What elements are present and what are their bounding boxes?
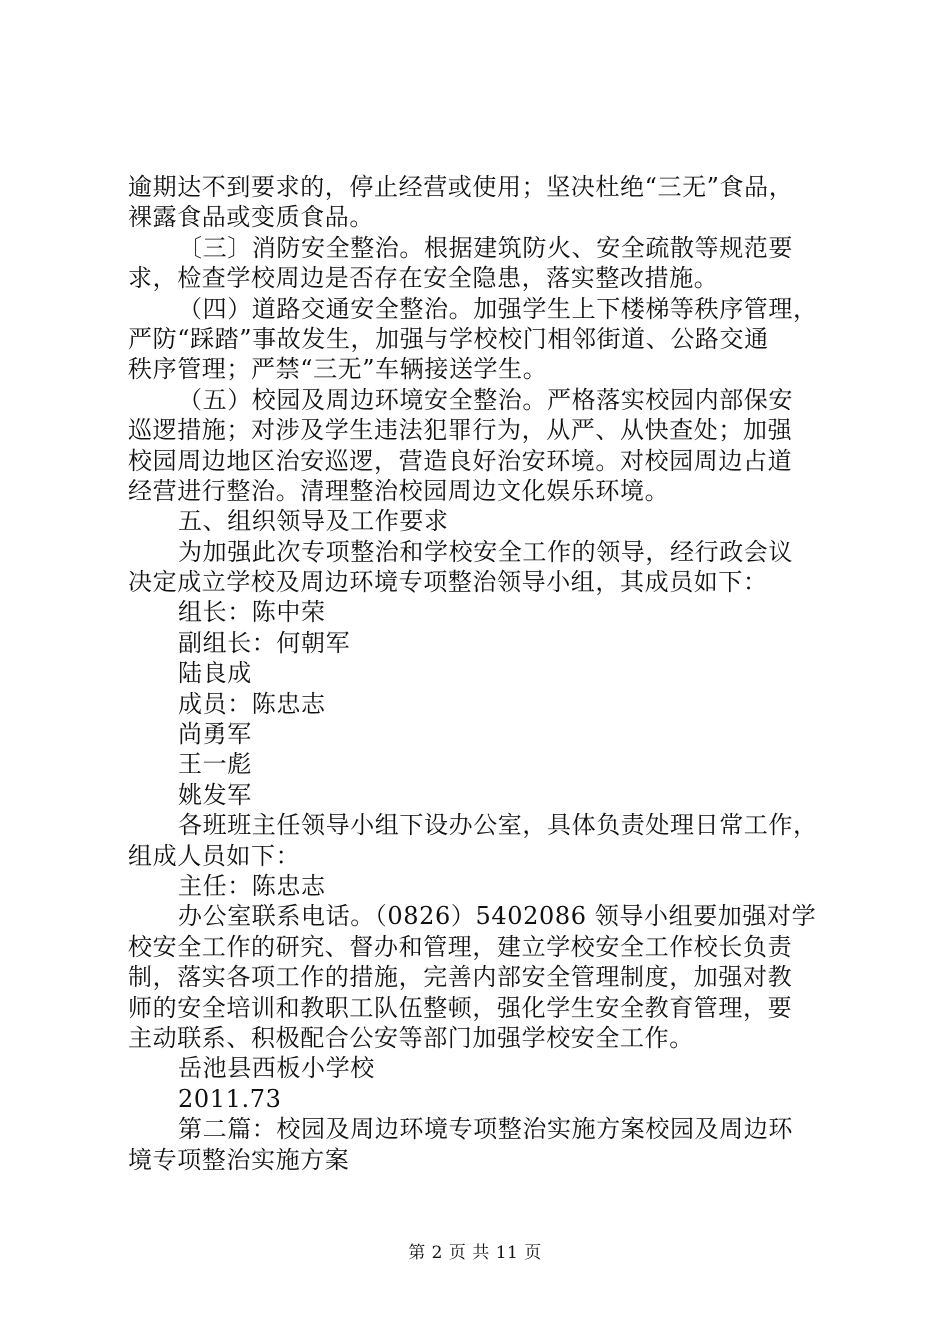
text-line: 陆良成 xyxy=(178,659,252,688)
text-line: 秩序管理；严禁“三无”车辆接送学生。 xyxy=(128,355,548,384)
text-line: 组成人员如下： xyxy=(128,841,301,870)
text-line: 逾期达不到要求的，停止经营或使用；坚决杜绝“三无”食品， xyxy=(128,173,794,201)
text-line: 为加强此次专项整治和学校安全工作的领导，经行政会议 xyxy=(178,537,793,566)
text-line: 巡逻措施；对涉及学生违法犯罪行为，从严、从快查处；加强 xyxy=(128,416,793,445)
document-body xyxy=(128,172,828,1175)
text-line: 副组长：何朝军 xyxy=(178,628,351,657)
text-line: 校园周边地区治安巡逻，营造良好治安环境。对校园周边占道 xyxy=(128,446,793,475)
text-line: 境专项整治实施方案 xyxy=(128,1145,350,1174)
text-line: 决定成立学校及周边环境专项整治领导小组，其成员如下： xyxy=(128,568,768,597)
text-line: 成员：陈忠志 xyxy=(178,689,326,718)
text-line: 岳池县西板小学校 xyxy=(178,1054,375,1083)
text-line: 裸露食品或变质食品。 xyxy=(128,203,374,232)
text-line: （四）道路交通安全整治。加强学生上下楼梯等秩序管理， xyxy=(178,294,818,323)
text-line: 2011.73 xyxy=(178,1084,282,1113)
text-line: 五、组织领导及工作要求 xyxy=(178,507,449,536)
text-line: 师的安全培训和教职工队伍整顿，强化学生安全教育管理，要 xyxy=(128,993,793,1022)
text-line: 办公室联系电话。（0826）5402086 领导小组要加强对学 xyxy=(178,902,817,931)
text-line: 严防“踩踏”事故发生，加强与学校校门相邻街道、公路交通 xyxy=(128,324,769,353)
text-line: 制，落实各项工作的措施，完善内部安全管理制度，加强对教 xyxy=(128,963,793,992)
page-footer: 第 2 页 共 11 页 xyxy=(408,1243,542,1263)
text-line: 主任：陈忠志 xyxy=(178,871,326,900)
text-line: 〔三〕消防安全整治。根据建筑防火、安全疏散等规范要 xyxy=(178,233,793,262)
text-line: 尚勇军 xyxy=(178,720,252,749)
text-line: 第二篇：校园及周边环境专项整治实施方案校园及周边环 xyxy=(178,1115,793,1144)
text-line: 组长：陈中荣 xyxy=(178,598,326,627)
text-line: 经营进行整治。清理整治校园周边文化娱乐环境。 xyxy=(128,476,670,505)
text-line: 姚发军 xyxy=(178,780,252,809)
text-line: 主动联系、积极配合公安等部门加强学校安全工作。 xyxy=(128,1023,694,1052)
text-line: 求，检查学校周边是否存在安全隐患，落实整改措施。 xyxy=(128,264,719,293)
text-line: （五）校园及周边环境安全整治。严格落实校园内部保安 xyxy=(178,385,793,414)
text-line: 校安全工作的研究、督办和管理，建立学校安全工作校长负责 xyxy=(128,932,793,961)
text-line: 各班班主任领导小组下设办公室，具体负责处理日常工作， xyxy=(178,811,818,840)
text-line: 王一彪 xyxy=(178,750,252,779)
